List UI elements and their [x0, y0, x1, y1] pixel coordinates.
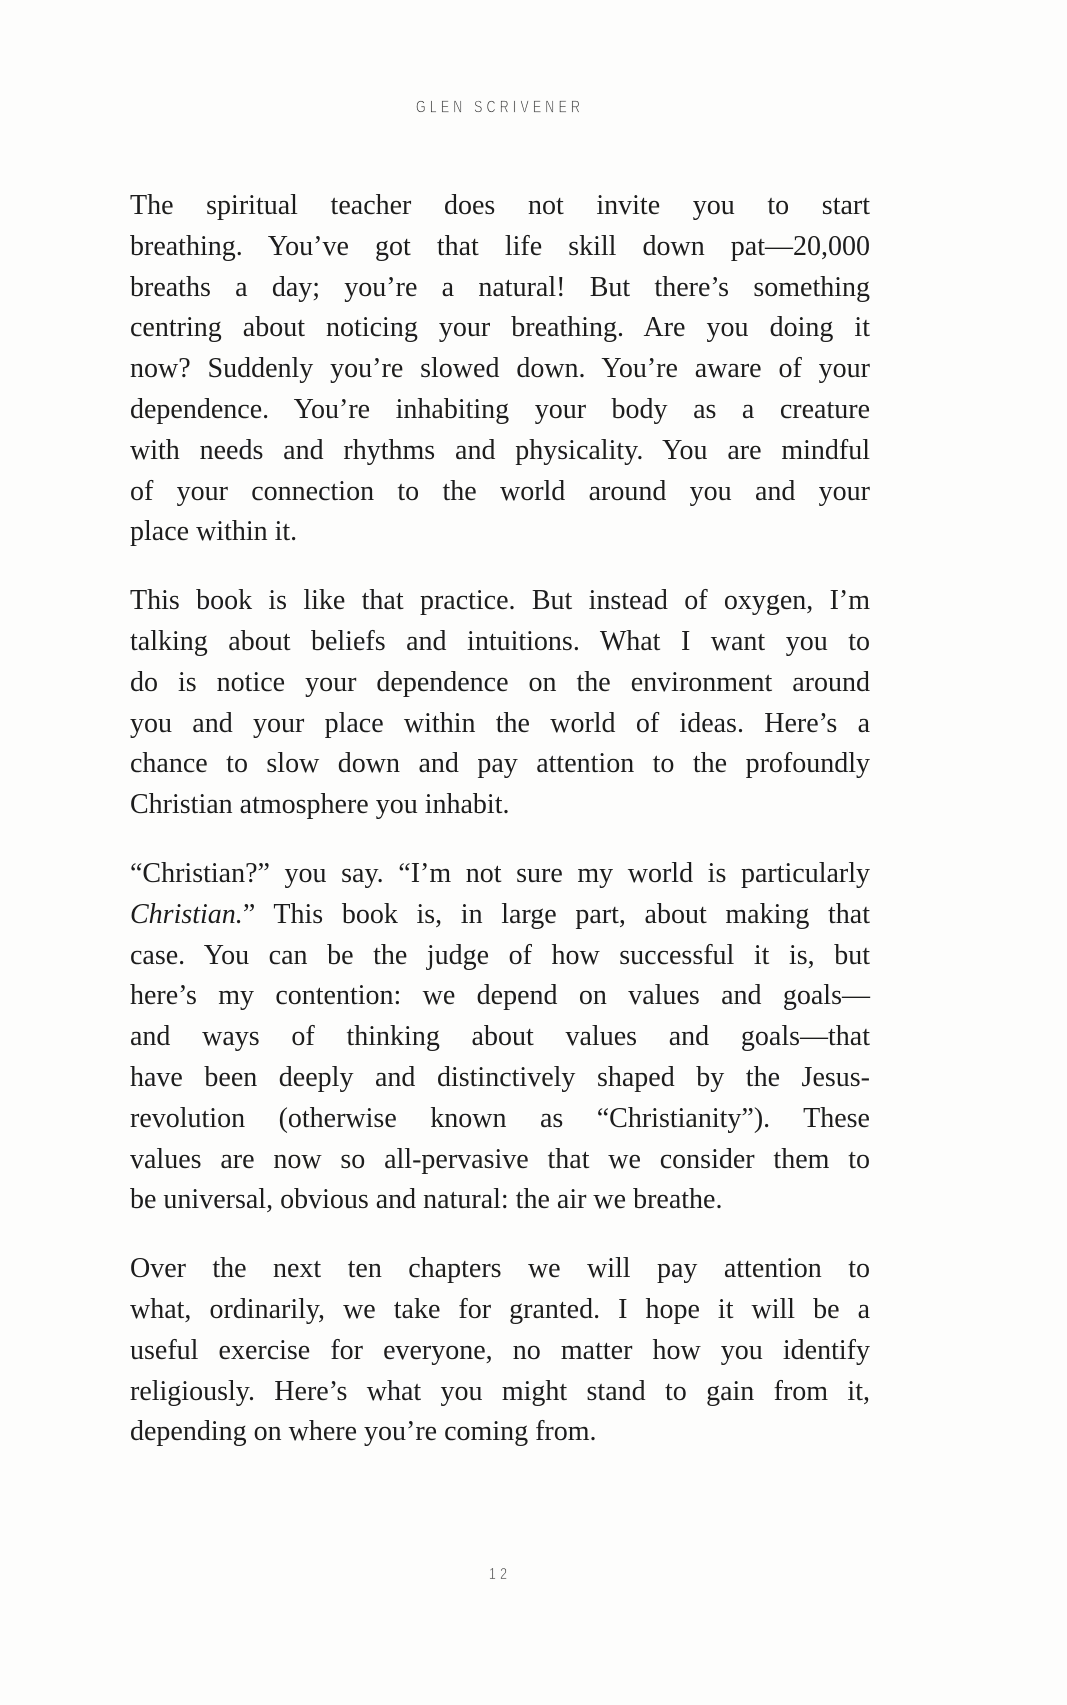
paragraph	[130, 1249, 870, 1453]
text-line: now? Suddenly you’re slowed down. You’re aware of your	[130, 353, 870, 385]
paragraph	[130, 581, 870, 826]
text-line: religiously. Here’s what you might stand to gain from it,	[130, 1375, 870, 1407]
text-line: be universal, obvious and natural: the air we breathe.	[130, 1184, 723, 1216]
text-line: depending on where you’re coming from.	[130, 1416, 597, 1448]
text-line: The spiritual teacher does not invite you to start	[130, 190, 870, 221]
text-line: do is notice your dependence on the environment around	[130, 666, 870, 698]
paragraph	[130, 854, 870, 1221]
text-line: and ways of thinking about values and goals—that	[130, 1021, 870, 1053]
text-line: case. You can be the judge of how successful it is, but	[130, 939, 870, 971]
page-number: 12	[488, 1566, 512, 1583]
text-line: centring about noticing your breathing. Are you doing it	[130, 312, 870, 344]
text-line: values are now so all-pervasive that we consider them to	[130, 1143, 870, 1175]
text-line: chance to slow down and pay attention to the profoundly	[130, 748, 870, 780]
text-line: here’s my contention: we depend on values and goals—	[130, 980, 870, 1012]
text-line: breathing. You’ve got that life skill down pat—20,000	[130, 230, 870, 262]
text-line: with needs and rhythms and physicality. You are mindful	[130, 434, 870, 466]
text-line: talking about beliefs and intuitions. What I want you to	[130, 625, 870, 657]
text-line: revolution (otherwise known as “Christianity”). These	[130, 1102, 870, 1134]
text-line: of your connection to the world around you and your	[130, 475, 870, 507]
running-head-author: GLEN SCRIVENER	[415, 97, 585, 117]
text-line: dependence. You’re inhabiting your body as a creature	[130, 393, 870, 425]
text-line: what, ordinarily, we take for granted. I hope it will be a	[130, 1293, 870, 1325]
text-line: Christian.” This book is, in large part, about making that	[130, 898, 870, 930]
text-line: This book is like that practice. But instead of oxygen, I’m	[130, 585, 870, 617]
paragraph	[130, 186, 870, 553]
text-line: “Christian?” you say. “I’m not sure my world is particularly	[130, 857, 870, 889]
text-line: Christian atmosphere you inhabit.	[130, 789, 510, 821]
text-line: Over the next ten chapters we will pay attention to	[130, 1253, 870, 1285]
text-line: breaths a day; you’re a natural! But there’s something	[130, 271, 870, 303]
text-line: you and your place within the world of ideas. Here’s a	[130, 707, 870, 739]
text-block	[130, 186, 870, 1481]
text-line: place within it.	[130, 516, 298, 548]
text-line: have been deeply and distinctively shaped by the Jesus-	[130, 1061, 870, 1093]
text-line: useful exercise for everyone, no matter how you identify	[130, 1334, 870, 1366]
